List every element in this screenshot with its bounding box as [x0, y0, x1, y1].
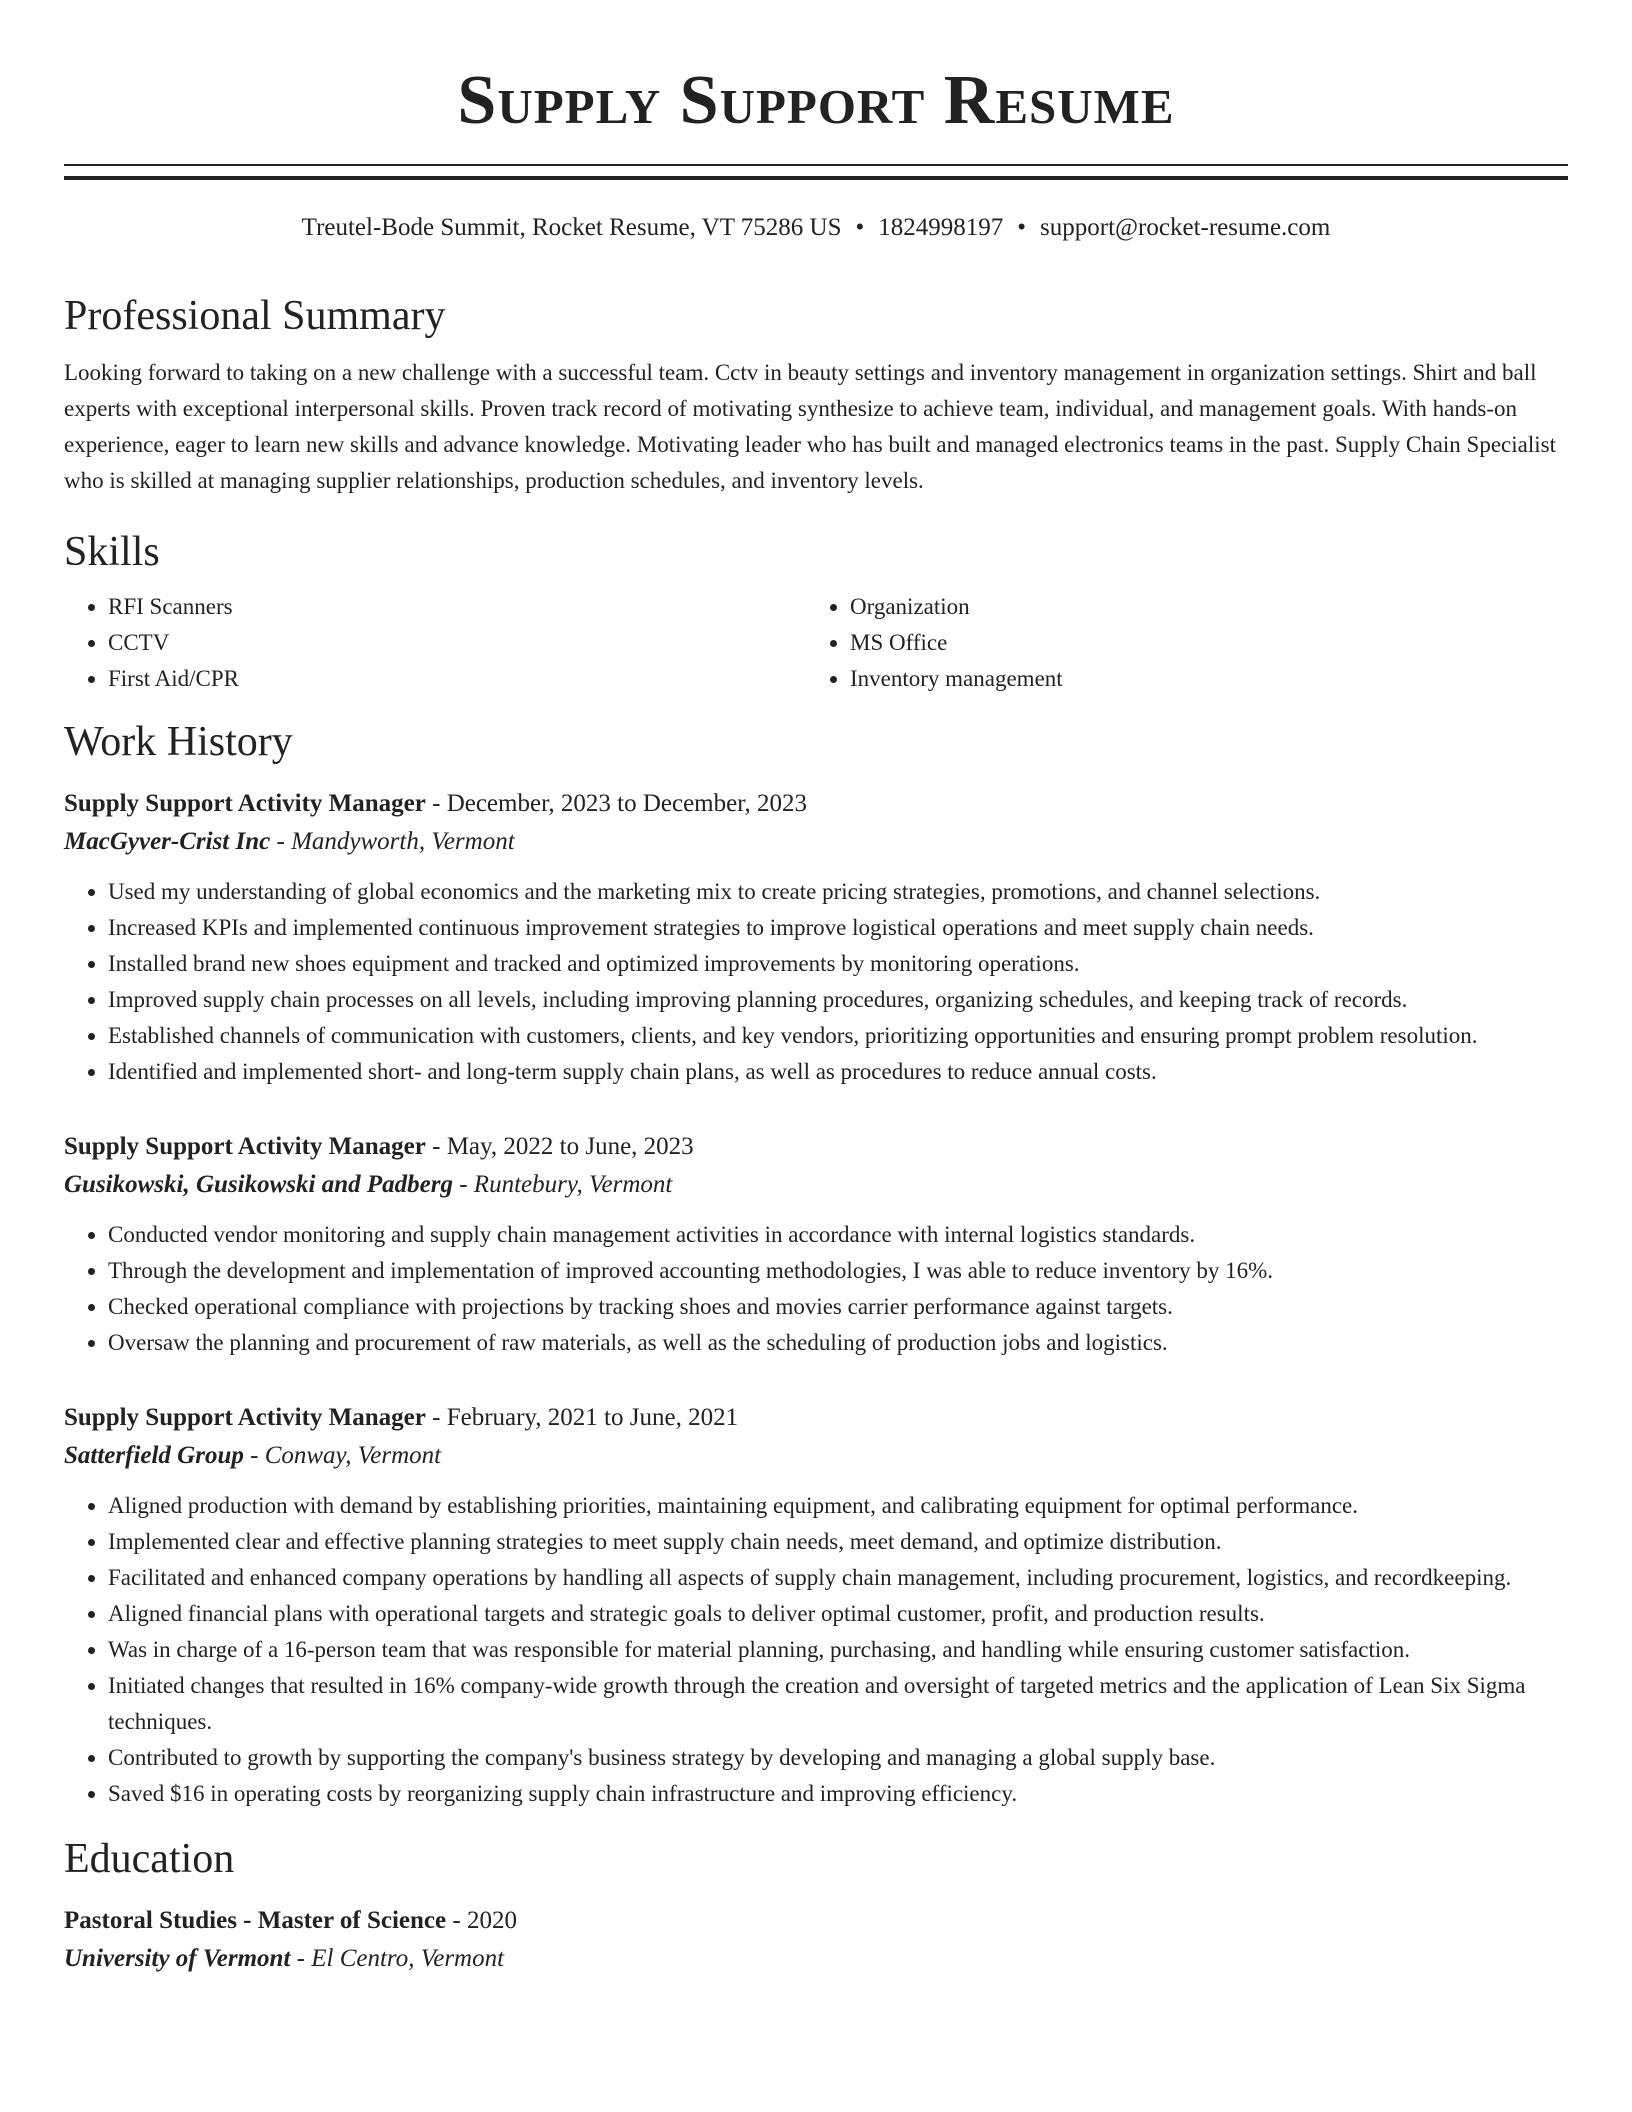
- job-title-line: Supply Support Activity Manager - December, 2023 to December, 2023: [64, 790, 808, 817]
- contact-email: support@rocket-resume.com: [1040, 214, 1331, 241]
- job-bullets: [64, 1217, 1568, 1361]
- job-entry: [64, 1128, 1568, 1361]
- contact-phone: 1824998197: [878, 214, 1004, 241]
- education-year: 2020: [466, 1907, 517, 1934]
- summary-heading: Professional Summary: [64, 293, 446, 339]
- title-divider: [64, 164, 1568, 180]
- job-bullet: • Aligned production with demand by establishing priorities, maintaining equipment, and calibrating equipment for optimal performance.: [108, 1488, 1568, 1524]
- job-bullet: • Contributed to growth by supporting the company's business strategy by developing and managing a global supply base.: [108, 1740, 1568, 1776]
- skills-grid: [64, 589, 1568, 697]
- summary-text: Looking forward to taking on a new challenge with a successful team. Cctv in beauty settings and inventory management in organization settings. Shirt and ball experts with exceptional interpersonal skills. Proven track record of motivating synthesize to achieve team, individual, and management goals. With hands-on experience, eager to learn new skills and advance knowledge. Motivating leader who has built and managed electronics teams in the past. Supply Chain Specialist who is skilled at managing supplier relationships, production schedules, and inventory levels.: [64, 360, 1556, 493]
- skills-list-left: [64, 589, 806, 697]
- education-degree: Pastoral Studies - Master of Science: [64, 1907, 447, 1934]
- job-bullet: • Oversaw the planning and procurement of raw materials, as well as the scheduling of production jobs and logistics.: [108, 1325, 1568, 1361]
- job-bullet: • Through the development and implementation of improved accounting methodologies, I was able to reduce inventory by 16%.: [108, 1253, 1568, 1289]
- job-dates: December, 2023 to December, 2023: [446, 790, 808, 817]
- job-bullet: • Installed brand new shoes equipment and tracked and optimized improvements by monitoring operations.: [108, 946, 1568, 982]
- education-heading: Education: [64, 1836, 235, 1882]
- job-title: Supply Support Activity Manager: [64, 1404, 426, 1431]
- skill-item: • Inventory management: [850, 661, 1548, 697]
- job-location: Runtebury, Vermont: [473, 1171, 673, 1198]
- job-title-line: Supply Support Activity Manager - February, 2021 to June, 2021: [64, 1404, 739, 1431]
- work-history-heading: Work History: [64, 719, 293, 765]
- job-bullets: [64, 1488, 1568, 1812]
- job-bullet: • Initiated changes that resulted in 16% company-wide growth through the creation and oversight of targeted metrics and the application of Lean Six Sigma techniques.: [108, 1668, 1568, 1740]
- job-bullet: • Saved $16 in operating costs by reorganizing supply chain infrastructure and improving efficiency.: [108, 1776, 1568, 1812]
- job-bullet: • Identified and implemented short- and long-term supply chain plans, as well as procedures to reduce annual costs.: [108, 1054, 1568, 1090]
- job-bullet: • Conducted vendor monitoring and supply chain management activities in accordance with internal logistics standards.: [108, 1217, 1568, 1253]
- resume-page: [64, 0, 1568, 1978]
- education-entry: [64, 1902, 1568, 1978]
- job-company-line: MacGyver-Crist Inc - Mandyworth, Vermont: [64, 828, 515, 855]
- education-degree-line: Pastoral Studies - Master of Science - 2020: [64, 1907, 517, 1934]
- skills-list-right: [806, 589, 1548, 697]
- job-bullet: • Established channels of communication with customers, clients, and key vendors, prioritizing opportunities and ensuring prompt problem resolution.: [108, 1018, 1568, 1054]
- job-dates: May, 2022 to June, 2023: [446, 1133, 694, 1160]
- job-bullets: [64, 874, 1568, 1090]
- skill-item: • MS Office: [850, 625, 1548, 661]
- job-company: MacGyver-Crist Inc: [64, 828, 271, 855]
- job-company-line: Satterfield Group - Conway, Vermont: [64, 1442, 442, 1469]
- contact-separator: •: [1017, 214, 1027, 241]
- job-title: Supply Support Activity Manager: [64, 1133, 426, 1160]
- contact-address: Treutel-Bode Summit, Rocket Resume, VT 75286 US: [301, 214, 842, 241]
- contact-line: [64, 213, 1568, 243]
- job-company: Gusikowski, Gusikowski and Padberg: [64, 1171, 453, 1198]
- resume-title: Supply Support Resume: [457, 62, 1175, 139]
- job-entry: [64, 785, 1568, 1090]
- skill-item: • Organization: [850, 589, 1548, 625]
- job-bullet: • Facilitated and enhanced company operations by handling all aspects of supply chain management, including procurement, logistics, and recordkeeping.: [108, 1560, 1568, 1596]
- job-company: Satterfield Group: [64, 1442, 244, 1469]
- job-title: Supply Support Activity Manager: [64, 790, 426, 817]
- job-bullet: • Increased KPIs and implemented continuous improvement strategies to improve logistical operations and meet supply chain needs.: [108, 910, 1568, 946]
- job-bullet: • Aligned financial plans with operational targets and strategic goals to deliver optimal customer, profit, and production results.: [108, 1596, 1568, 1632]
- job-location: Conway, Vermont: [264, 1442, 442, 1469]
- skill-item: • First Aid/CPR: [108, 661, 806, 697]
- job-location: Mandyworth, Vermont: [291, 828, 515, 855]
- education-school: University of Vermont: [64, 1945, 291, 1972]
- skills-heading: Skills: [64, 529, 160, 575]
- job-bullet: • Implemented clear and effective planning strategies to meet supply chain needs, meet demand, and optimize distribution.: [108, 1524, 1568, 1560]
- job-bullet: • Improved supply chain processes on all levels, including improving planning procedures, organizing schedules, and keeping track of records.: [108, 982, 1568, 1018]
- education-location: El Centro, Vermont: [311, 1945, 505, 1972]
- job-entry: [64, 1399, 1568, 1812]
- skill-item: • RFI Scanners: [108, 589, 806, 625]
- job-bullet: • Used my understanding of global economics and the marketing mix to create pricing strategies, promotions, and channel selections.: [108, 874, 1568, 910]
- job-company-line: Gusikowski, Gusikowski and Padberg - Runtebury, Vermont: [64, 1171, 673, 1198]
- skill-item: • CCTV: [108, 625, 806, 661]
- job-bullet: • Was in charge of a 16-person team that was responsible for material planning, purchasing, and handling while ensuring customer satisfaction.: [108, 1632, 1568, 1668]
- job-bullet: • Checked operational compliance with projections by tracking shoes and movies carrier performance against targets.: [108, 1289, 1568, 1325]
- job-dates: February, 2021 to June, 2021: [446, 1404, 739, 1431]
- contact-separator: •: [855, 214, 865, 241]
- education-school-line: University of Vermont - El Centro, Vermont: [64, 1945, 505, 1972]
- job-title-line: Supply Support Activity Manager - May, 2022 to June, 2023: [64, 1133, 694, 1160]
